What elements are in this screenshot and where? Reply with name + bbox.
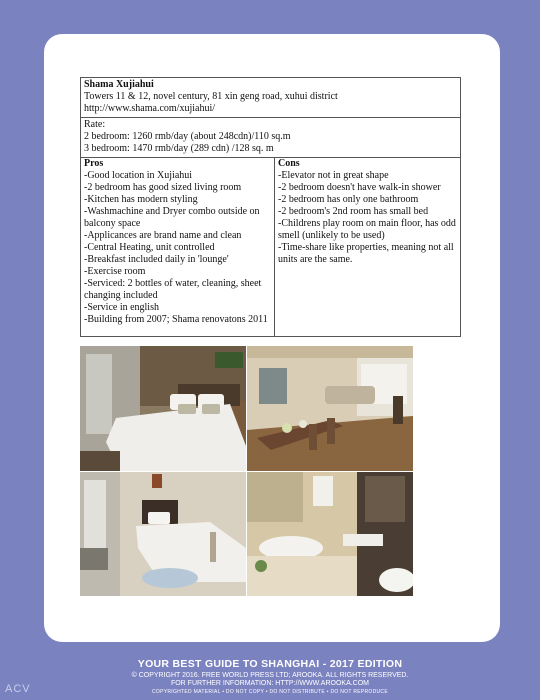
photo-bedroom-king — [80, 346, 246, 471]
cons-item: -Childrens play room on main floor, has odd smell (unlikely to be used) — [278, 218, 456, 241]
cons-item: -2 bedroom has only one bathroom — [278, 194, 419, 205]
cons-item: -Time-share like properties, meaning not all units are the same. — [278, 242, 454, 265]
rate-cell — [81, 118, 461, 158]
cons-item: -Elevator not in great shape — [278, 170, 389, 181]
rate-label: Rate: — [84, 119, 106, 130]
pros-item: -Breakfast included daily in 'lounge' — [84, 254, 229, 265]
pros-cell — [81, 158, 275, 337]
pros-item: -Central Heating, unit controlled — [84, 242, 215, 253]
footer-notice: COPYRIGHTED MATERIAL • DO NOT COPY • DO NOT DISTRIBUTE • DO NOT REPRODUCE — [152, 689, 388, 695]
rate-2-bedroom: 2 bedroom: 1260 rmb/day (about 248cdn)/110 sq.m — [84, 131, 291, 142]
footer-title: YOUR BEST GUIDE TO SHANGHAI - 2017 EDITION — [137, 658, 403, 670]
pros-heading: Pros — [84, 158, 104, 169]
corner-watermark: ACV — [5, 683, 31, 695]
photo-bathroom — [247, 472, 413, 596]
pros-item: -Service in english — [84, 302, 159, 313]
pros-item: -2 bedroom has good sized living room — [84, 182, 242, 193]
rate-3-bedroom: 3 bedroom: 1470 rmb/day (289 cdn) /128 sq. m — [84, 143, 274, 154]
cons-item: -2 bedroom doesn't have walk-in shower — [278, 182, 441, 193]
cons-heading: Cons — [278, 158, 300, 169]
listing-url[interactable]: http://www.shama.com/xujiahui/ — [84, 103, 216, 114]
pros-item: -Applicances are brand name and clean — [84, 230, 242, 241]
pros-item: -Washmachine and Dryer combo outside on balcony space — [84, 206, 260, 229]
cons-cell — [275, 158, 461, 337]
footer-info: FOR FURTHER INFORMATION: HTTP://WWW.AROOKA.COM — [170, 680, 370, 687]
listing-address: Towers 11 & 12, novel century, 81 xin geng road, xuhui district — [84, 91, 338, 102]
photo-living-dining — [247, 346, 413, 471]
pros-item: -Exercise room — [84, 266, 146, 277]
photo-collage — [80, 346, 413, 596]
listing-table — [80, 77, 461, 337]
cons-item: -2 bedroom's 2nd room has small bed — [278, 206, 429, 217]
footer-copyright: © COPYRIGHT 2016. FREE WORLD PRESS LTD; AROOKA. ALL RIGHTS RESERVED. — [131, 672, 409, 679]
listing-name: Shama Xujiahui — [84, 79, 154, 90]
photo-second-bedroom — [80, 472, 246, 596]
listing-header-cell — [81, 78, 461, 118]
pros-item: -Building from 2007; Shama renovatons 2011 — [84, 314, 268, 325]
pros-item: -Good location in Xujiahui — [84, 170, 193, 181]
pros-item: -Kitchen has modern styling — [84, 194, 198, 205]
pros-item: -Serviced: 2 bottles of water, cleaning, sheet changing included — [84, 278, 262, 301]
